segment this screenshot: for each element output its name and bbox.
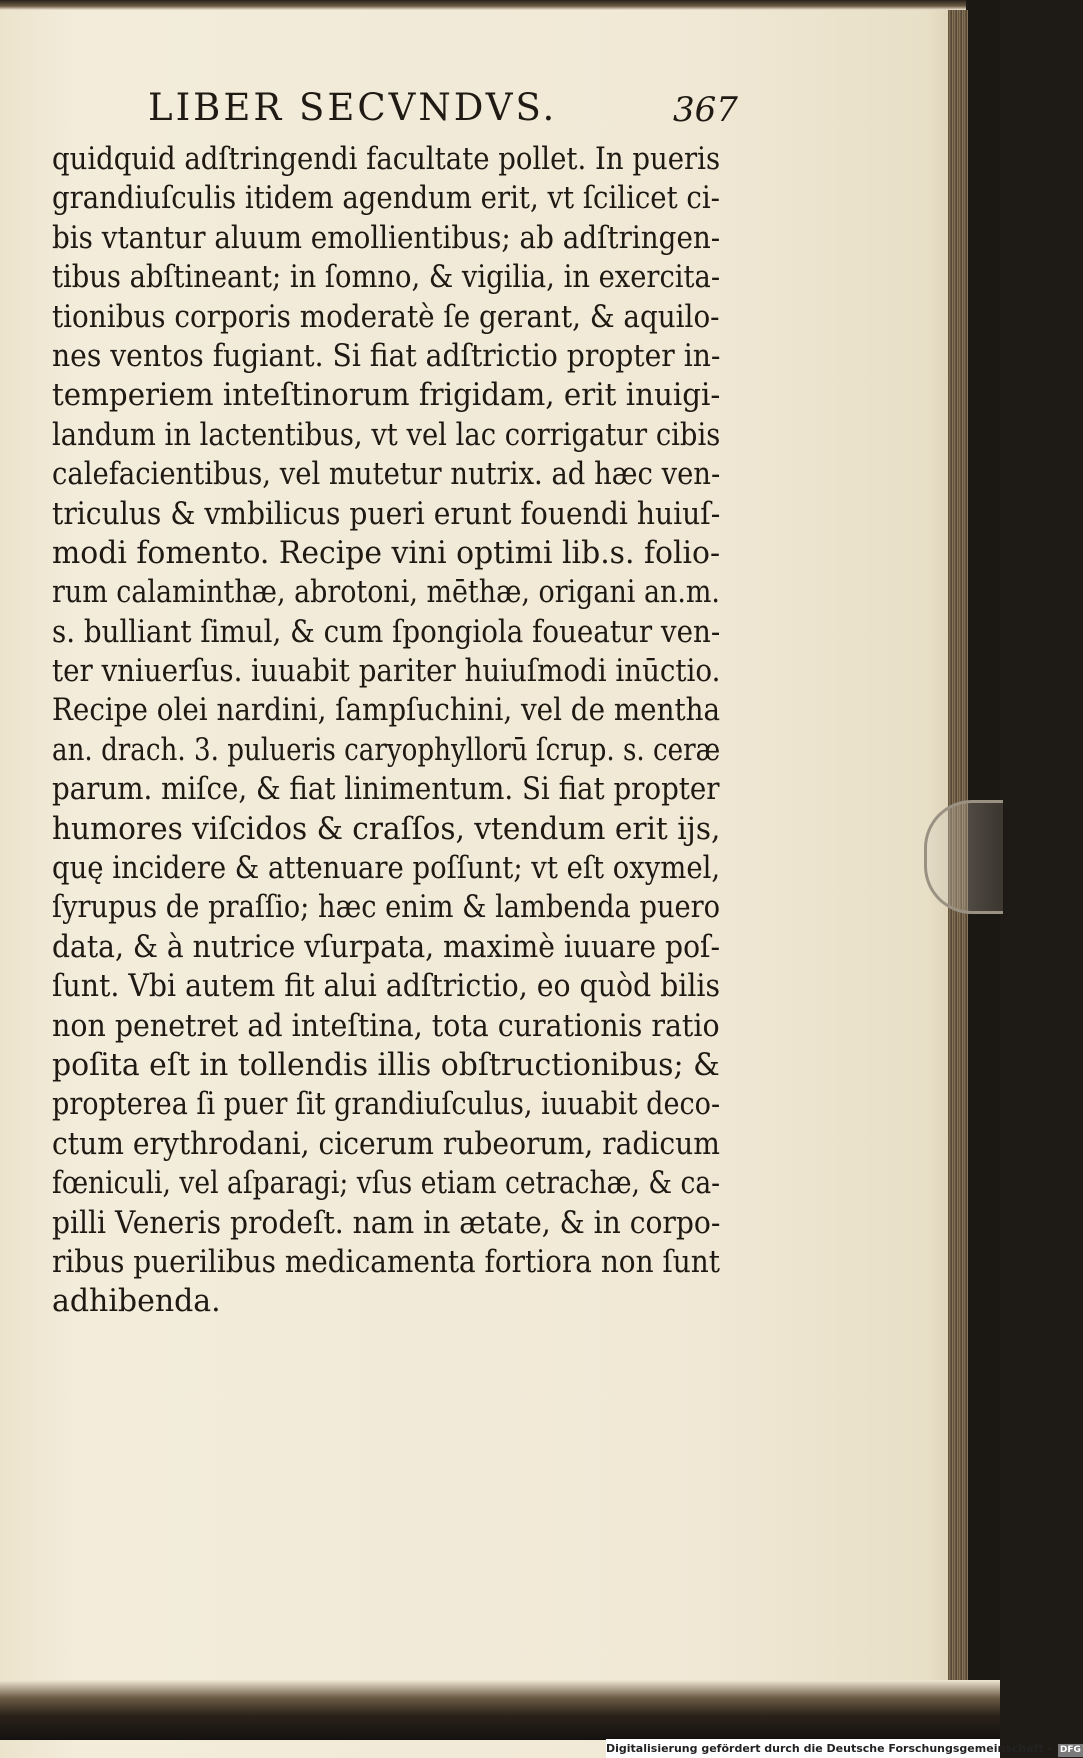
text-line: quidquid adſtringendi facultate pollet. In pueris: [52, 142, 721, 177]
text-line: pilli Veneris prodeſt. nam in ætate, & in corpo-: [52, 1205, 721, 1241]
text-line: tionibus corporis moderatè ſe gerant, & aquilo-: [52, 299, 720, 335]
text-line: poſita eſt in tollendis illis obſtructionibus; &: [52, 1047, 720, 1083]
running-title: LIBER SECVNDVS.: [148, 86, 558, 129]
text-line: fœniculi, vel aſparagi; vſus etiam cetrachæ, & ca-: [52, 1166, 721, 1202]
text-line: landum in lactentibus, vt vel lac corrigatur cibis: [52, 417, 721, 453]
dfg-logo: DFG: [1059, 1745, 1081, 1755]
text-line: calefacientibus, vel mutetur nutrix. ad hæc ven-: [52, 457, 721, 493]
text-line: Recipe olei nardini, ſampſuchini, vel de mentha: [52, 693, 721, 729]
digitization-credit: [606, 1739, 1081, 1758]
text-line: nes ventos fugiant. Si fiat adſtrictio propter in-: [52, 338, 721, 374]
text-line: modi fomento. Recipe vini optimi lib.s. folio-: [52, 535, 721, 571]
text-line: s. bulliant ſimul, & cum ſpongiola foueatur ven-: [52, 614, 721, 650]
page-clip: [924, 800, 1003, 914]
text-line: bis vtantur aluum emollientibus; ab adſtringen-: [52, 220, 721, 256]
text-line: ſunt. Vbi autem fit alui adſtrictio, eo quòd bilis: [52, 969, 721, 1005]
text-line: an. drach. 3. pulueris caryophyllorū ſcrup. s. ceræ: [52, 732, 721, 768]
page-top-shadow: [0, 0, 966, 10]
text-line: temperiem inteſtinorum frigidam, erit inuigi-: [52, 378, 721, 414]
body-text: [52, 140, 732, 1322]
text-line: tibus abſtineant; in ſomno, & vigilia, in exercita-: [52, 260, 721, 296]
scan-background-bottom: [0, 1680, 1000, 1740]
text-line: data, & à nutrice vſurpata, maximè iuuare poſ-: [52, 929, 721, 965]
text-line: adhibenda.: [52, 1284, 221, 1320]
page-number: 367: [673, 90, 738, 130]
text-line: propterea ſi puer ſit grandiuſculus, iuuabit deco-: [52, 1087, 721, 1123]
text-line: rum calaminthæ, abrotoni, mēthæ, origani an.m.: [52, 575, 720, 611]
text-line: triculus & vmbilicus pueri erunt fouendi huiuſ-: [52, 496, 721, 532]
text-line: parum. miſce, & fiat linimentum. Si fiat propter: [52, 772, 720, 808]
text-line: ter vniuerſus. iuuabit pariter huiuſmodi inūctio.: [52, 654, 721, 690]
text-line: ſyrupus de praſſio; hæc enim & lambenda puero: [52, 890, 721, 926]
running-header: [148, 86, 738, 142]
text-line: ctum erythrodani, cicerum rubeorum, radicum: [52, 1126, 720, 1162]
text-line: non penetret ad inteſtina, tota curationis ratio: [52, 1008, 720, 1044]
text-line: ribus puerilibus medicamenta fortiora non ſunt: [52, 1244, 720, 1280]
credit-text: Digitalisierung gefördert durch die Deutsche Forschungsgemeinschaft -: [606, 1742, 1053, 1755]
text-line: humores viſcidos & craſſos, vtendum erit ijs,: [52, 811, 721, 847]
text-line: quę incidere & attenuare poſſunt; vt eſt oxymel,: [52, 851, 721, 887]
text-line: grandiuſculis itidem agendum erit, vt ſcilicet ci-: [52, 181, 720, 217]
